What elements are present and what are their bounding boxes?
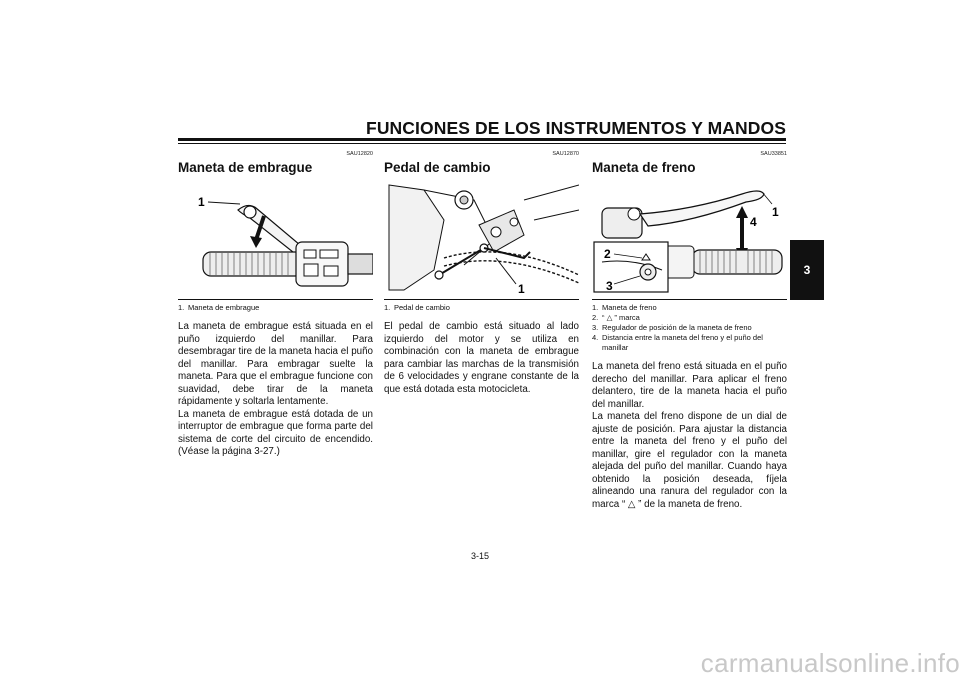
caption-text: Maneta de embrague xyxy=(188,303,260,312)
paragraph: La maneta del freno está situada en el puño derecho del manillar. Para aplicar el freno delantero, tire de la maneta hacia el puño del manillar. xyxy=(592,361,787,410)
section-heading: Pedal de cambio xyxy=(384,160,491,175)
caption-item xyxy=(178,303,373,313)
section-tab: 3 xyxy=(790,240,824,300)
figure-callout: 4 xyxy=(750,215,757,229)
section-code: SAU12820 xyxy=(346,151,373,157)
figure-callout: 2 xyxy=(604,247,611,261)
caption-text: “ △ ” marca xyxy=(602,313,640,322)
section-body xyxy=(178,321,373,459)
paragraph: La maneta de embrague está situada en el puño izquierdo del manillar. Para desembragar tire de la maneta hacia el puño del manillar. Para embragar suelte la maneta. Para que el embrague funcione con suavidad, debe tirar de la maneta rápidamente y soltarla lentamente. xyxy=(178,321,373,407)
section-heading: Maneta de embrague xyxy=(178,160,313,175)
header-rule-thin xyxy=(178,143,786,144)
caption-number: 1. xyxy=(592,303,599,312)
caption-item xyxy=(592,313,787,323)
paragraph: La maneta del freno dispone de un dial de ajuste de posición. Para ajustar la distancia entre la maneta del freno y el puño del manillar, gire el regulador con la maneta alejada del puño del manillar. Cuando haya obtenido la posición deseada, fíjela alineando una ranura del regulador con la marca “ △ ” de la maneta de freno. xyxy=(592,411,787,510)
brake-lever-illustration xyxy=(592,180,787,295)
figure-callout: 3 xyxy=(606,279,613,293)
section-body xyxy=(592,361,787,511)
caption-text: Distancia entre la maneta del freno y el puño del manillar xyxy=(602,333,763,352)
caption-list xyxy=(178,303,373,313)
caption-number: 4. xyxy=(592,333,599,342)
caption-number: 1. xyxy=(384,303,391,312)
page-number: 3-15 xyxy=(470,551,489,561)
column-clutch-lever xyxy=(178,150,373,459)
figure-callout: 1 xyxy=(518,282,525,295)
paragraph: El pedal de cambio está situado al lado izquierdo del motor y se utiliza en combinación con la maneta de embrague para cambiar las marchas de la transmisión de 6 velocidades y engrane constante de la que está dotada esta motocicleta. xyxy=(384,321,579,395)
caption-list xyxy=(384,303,579,313)
shift-pedal-illustration xyxy=(384,180,579,295)
column-shift-pedal xyxy=(384,150,579,396)
column-brake-lever xyxy=(592,150,787,511)
caption-list xyxy=(592,303,787,353)
caption-text: Regulador de posición de la maneta de freno xyxy=(602,323,752,332)
watermark[interactable]: carmanualsonline.info xyxy=(700,648,960,678)
figure-rule xyxy=(384,299,579,300)
section-body xyxy=(384,321,579,396)
caption-item xyxy=(592,303,787,313)
header-rule xyxy=(178,138,786,141)
caption-text: Maneta de freno xyxy=(602,303,657,312)
clutch-lever-illustration xyxy=(178,180,373,295)
figure-callout: 1 xyxy=(772,205,779,219)
caption-item xyxy=(384,303,579,313)
caption-number: 2. xyxy=(592,313,599,322)
caption-text: Pedal de cambio xyxy=(394,303,450,312)
caption-number: 3. xyxy=(592,323,599,332)
section-code: SAU12870 xyxy=(552,151,579,157)
paragraph: La maneta de embrague está dotada de un interruptor de embrague que forma parte del sistema de corte del circuito de encendido. (Véase la página 3-27.) xyxy=(178,408,373,457)
section-heading: Maneta de freno xyxy=(592,160,696,175)
page-title: FUNCIONES DE LOS INSTRUMENTOS Y MANDOS xyxy=(366,118,786,138)
figure-callout: 1 xyxy=(198,195,205,209)
section-code: SAU33851 xyxy=(760,151,787,157)
figure-rule xyxy=(592,299,787,300)
caption-item xyxy=(592,323,787,333)
caption-item xyxy=(592,333,787,353)
caption-number: 1. xyxy=(178,303,185,312)
figure-rule xyxy=(178,299,373,300)
